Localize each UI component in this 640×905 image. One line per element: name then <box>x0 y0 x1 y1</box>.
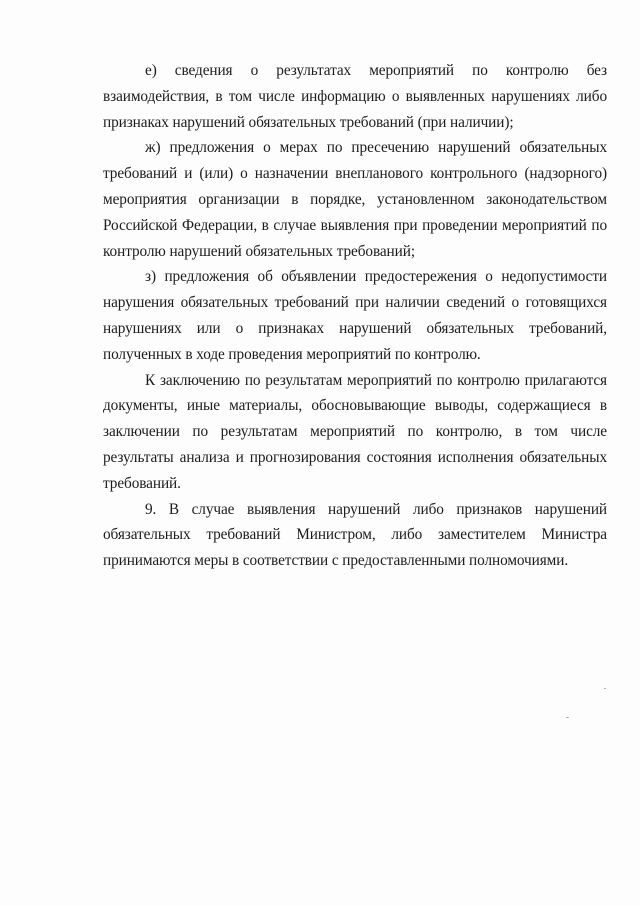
scan-speck <box>604 688 606 689</box>
paragraph-attachments: К заключению по результатам мероприятий по контролю прилагаются документы, иные материалы, обосновывающие выводы, содержащиеся в заключении по результатам мероприятий по контролю, в том числе результаты анализа и прогнозирования состояния исполнения обязательных требований. <box>103 371 607 492</box>
paragraph-e-monitoring-results: е) сведения о результатах мероприятий по контролю без взаимодействия, в том числе информацию о выявленных нарушениях либо признаках нарушений обязательных требований (при наличии); <box>103 62 607 131</box>
paragraph-z-warning-proposals: з) предложения об объявлении предостережения о недопустимости нарушения обязательных требований при наличии сведений о готовящихся нарушениях или о признаках нарушений обязательных требований, полученных в ходе проведения мероприятий по контролю. <box>103 268 607 363</box>
document-body <box>103 58 607 574</box>
paragraph-zh-suppression-proposals: ж) предложения о мерах по пресечению нарушений обязательных требований и (или) о назначении внепланового контрольного (надзорного) мероприятия организации в порядке, установленном законодательством Российской Федерации, в случае выявления при проведении мероприятий по контролю нарушений обязательных требований; <box>103 139 607 260</box>
scan-speck <box>566 717 569 718</box>
paragraph-9-measures: 9. В случае выявления нарушений либо признаков нарушений обязательных требований Министром, либо заместителем Министра принимаются меры в соответствии с предоставленными полномочиями. <box>103 500 607 570</box>
